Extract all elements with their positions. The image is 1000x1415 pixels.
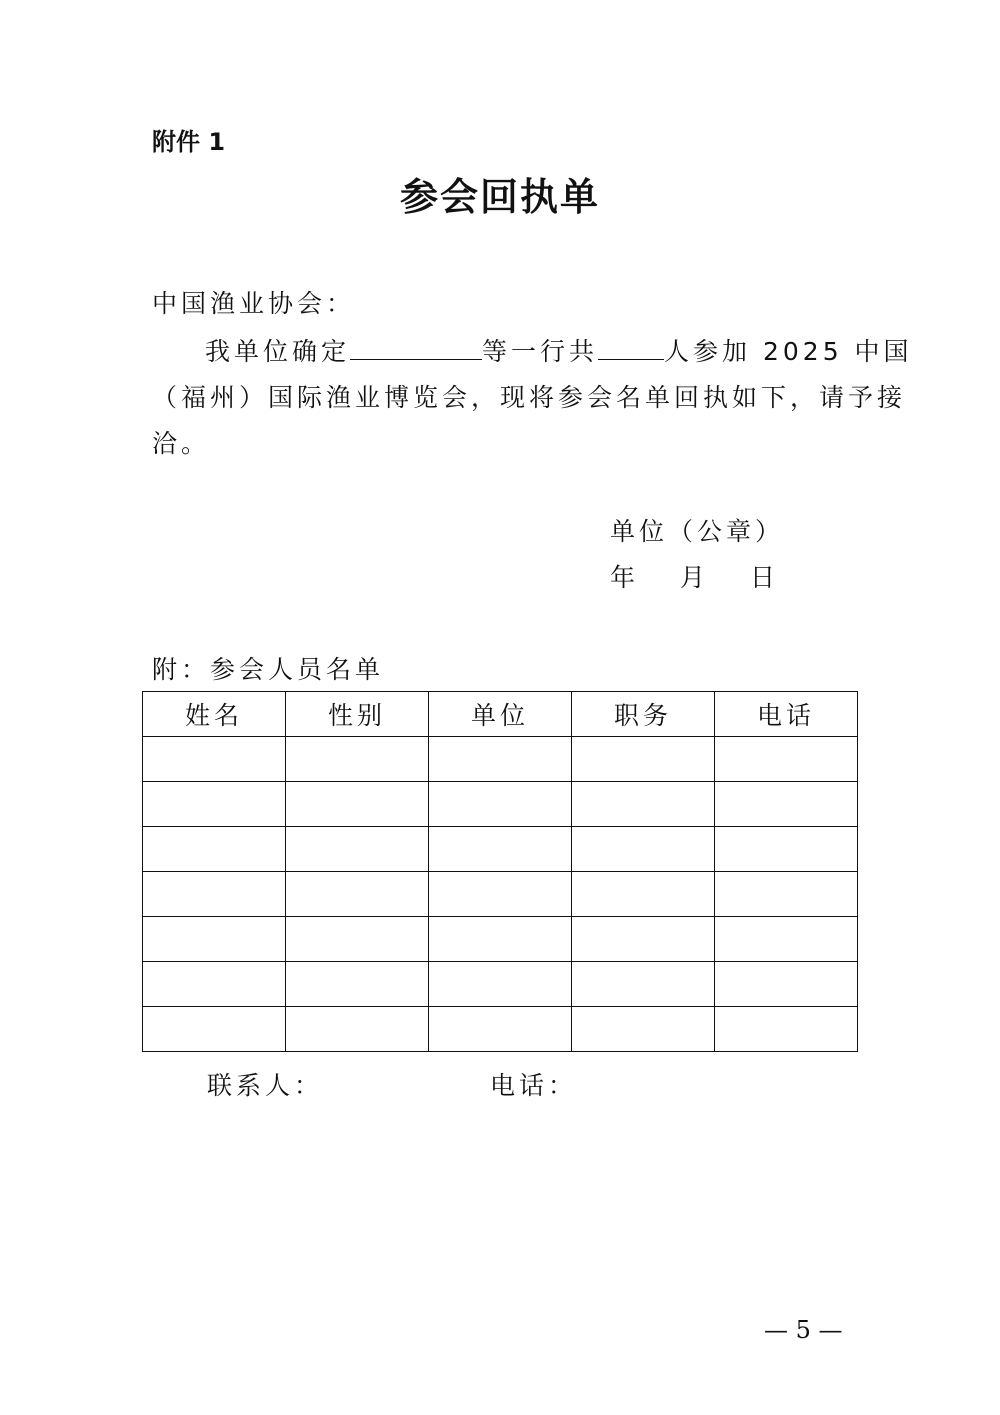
table-cell[interactable] bbox=[715, 827, 858, 872]
letter-line-2: （福州）国际渔业博览会，现将参会名单回执如下，请予接 bbox=[152, 383, 907, 412]
table-row bbox=[143, 917, 858, 962]
line1-text-c: 人参加 2025 中国 bbox=[664, 337, 913, 366]
table-cell[interactable] bbox=[429, 782, 572, 827]
header-phone: 电话 bbox=[715, 692, 858, 737]
letter-line-3: 洽。 bbox=[152, 429, 211, 458]
page-title: 参会回执单 bbox=[399, 175, 600, 219]
table-cell[interactable] bbox=[715, 782, 858, 827]
day-label: 日 bbox=[750, 563, 780, 592]
page-number: — 5 — bbox=[764, 1316, 843, 1344]
year-label: 年 bbox=[610, 563, 640, 592]
header-name: 姓名 bbox=[143, 692, 286, 737]
attachment-label: 附件 1 bbox=[152, 128, 226, 156]
signature-date bbox=[610, 558, 779, 594]
line1-text-a: 我单位确定 bbox=[205, 337, 351, 366]
table-cell[interactable] bbox=[286, 827, 429, 872]
roster-caption: 附：参会人员名单 bbox=[152, 655, 385, 684]
table-cell[interactable] bbox=[572, 782, 715, 827]
header-gender: 性别 bbox=[286, 692, 429, 737]
table-cell[interactable] bbox=[429, 1007, 572, 1052]
table-cell[interactable] bbox=[143, 962, 286, 1007]
table-cell[interactable] bbox=[572, 917, 715, 962]
table-cell[interactable] bbox=[429, 737, 572, 782]
letter-line-1 bbox=[205, 332, 913, 368]
line1-text-b: 等一行共 bbox=[482, 337, 599, 366]
unit-seal-label: 单位（公章） bbox=[610, 517, 785, 546]
contact-phone-label: 电话： bbox=[490, 1071, 578, 1100]
contact-person-label: 联系人： bbox=[207, 1071, 324, 1100]
header-position: 职务 bbox=[572, 692, 715, 737]
table-cell[interactable] bbox=[572, 962, 715, 1007]
table-cell[interactable] bbox=[429, 962, 572, 1007]
table-cell[interactable] bbox=[715, 737, 858, 782]
delegation-leader-blank[interactable] bbox=[350, 335, 482, 360]
table-row bbox=[143, 872, 858, 917]
table-cell[interactable] bbox=[429, 917, 572, 962]
table-cell[interactable] bbox=[286, 962, 429, 1007]
table-row bbox=[143, 827, 858, 872]
table-row bbox=[143, 737, 858, 782]
table-cell[interactable] bbox=[286, 917, 429, 962]
attendee-count-blank[interactable] bbox=[598, 335, 664, 360]
table-cell[interactable] bbox=[715, 872, 858, 917]
table-cell[interactable] bbox=[429, 827, 572, 872]
attendee-roster-table bbox=[142, 691, 858, 1052]
header-unit: 单位 bbox=[429, 692, 572, 737]
table-cell[interactable] bbox=[715, 917, 858, 962]
table-cell[interactable] bbox=[286, 872, 429, 917]
table-cell[interactable] bbox=[286, 1007, 429, 1052]
table-header-row bbox=[143, 692, 858, 737]
table-cell[interactable] bbox=[572, 1007, 715, 1052]
table-cell[interactable] bbox=[143, 782, 286, 827]
table-cell[interactable] bbox=[572, 737, 715, 782]
table-cell[interactable] bbox=[715, 1007, 858, 1052]
table-cell[interactable] bbox=[572, 827, 715, 872]
table-cell[interactable] bbox=[143, 872, 286, 917]
table-cell[interactable] bbox=[143, 1007, 286, 1052]
table-cell[interactable] bbox=[143, 737, 286, 782]
table-cell[interactable] bbox=[286, 782, 429, 827]
table-cell[interactable] bbox=[715, 962, 858, 1007]
table-row bbox=[143, 782, 858, 827]
table-cell[interactable] bbox=[286, 737, 429, 782]
table-row bbox=[143, 962, 858, 1007]
month-label: 月 bbox=[680, 563, 710, 592]
table-cell[interactable] bbox=[429, 872, 572, 917]
table-cell[interactable] bbox=[572, 872, 715, 917]
table-cell[interactable] bbox=[143, 827, 286, 872]
salutation: 中国渔业协会： bbox=[152, 289, 356, 318]
table-row bbox=[143, 1007, 858, 1052]
table-cell[interactable] bbox=[143, 917, 286, 962]
